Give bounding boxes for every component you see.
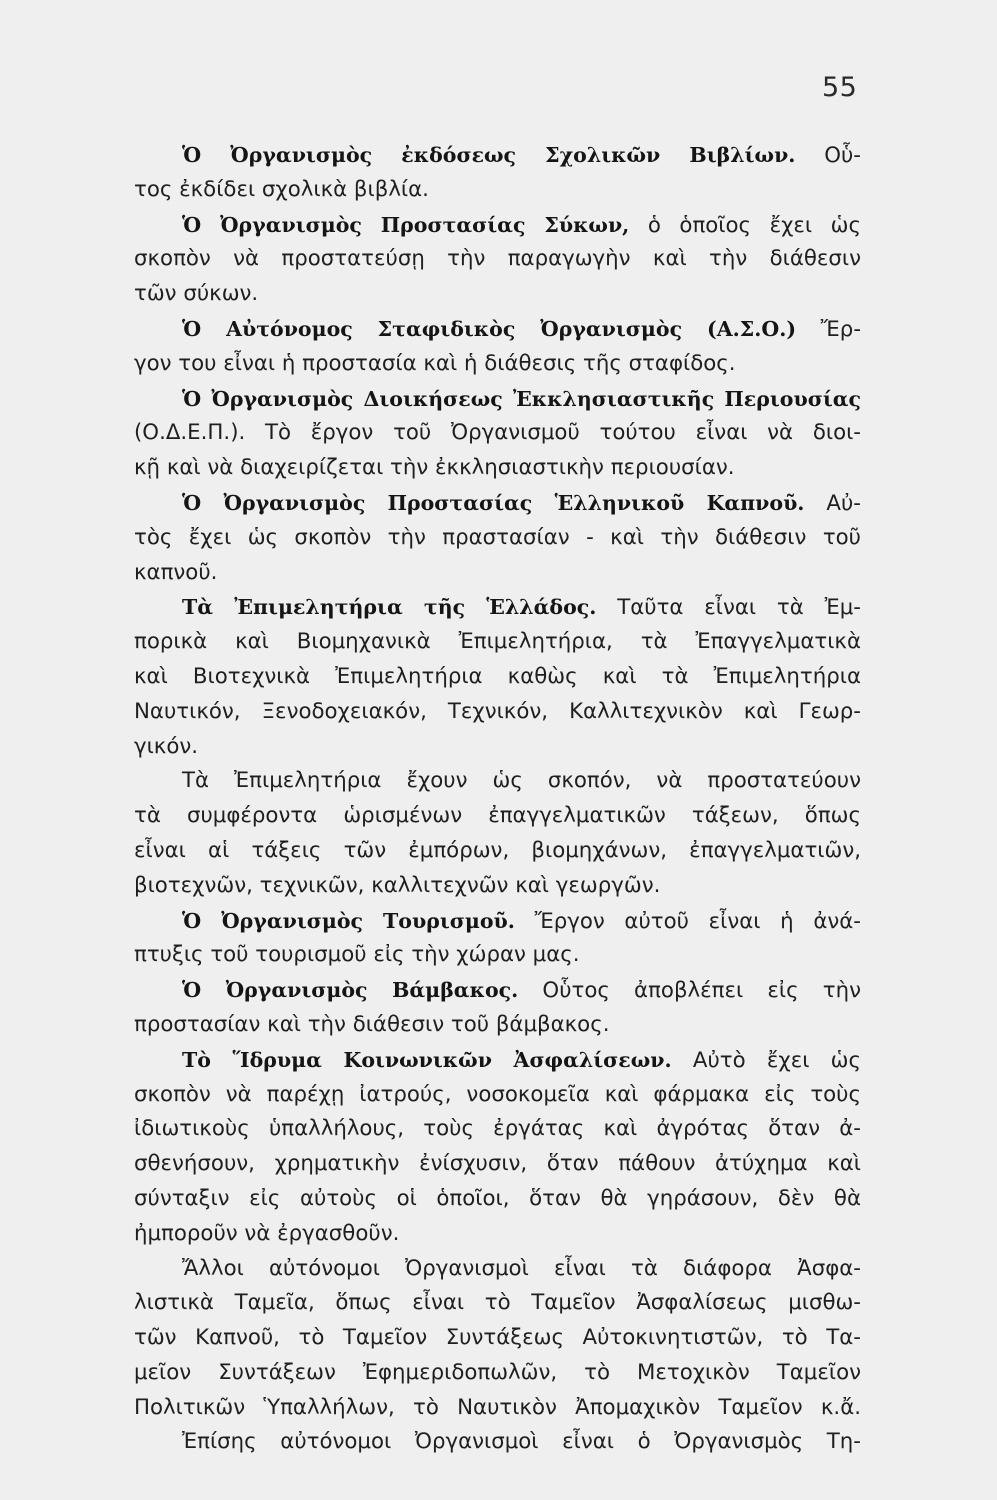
- section-heading: Ὁ Ὀργανισμὸς ἐκδόσεως Σχολικῶν Βιβλίων.: [182, 143, 796, 167]
- text-line: [134, 1286, 861, 1321]
- text-line: [134, 1008, 861, 1043]
- line-text: πορικὰ καὶ Βιομηχανικὰ Ἐπιμελητήρια, τὰ Ἐπαγγελματικὰ: [134, 629, 861, 655]
- line-text: σκοπὸν νὰ προστατεύσῃ τὴν παραγωγὴν καὶ τὴν διάθεσιν: [134, 246, 861, 272]
- text-line: [134, 277, 861, 312]
- page-number: 55: [822, 72, 858, 103]
- section-heading: Τὰ Ἐπιμελητήρια τῆς Ἑλλάδος.: [182, 595, 597, 620]
- text-line: [134, 451, 861, 486]
- text-line: [134, 556, 861, 591]
- text-line: [134, 695, 861, 730]
- text-line: [134, 416, 861, 451]
- text-line: [134, 1252, 861, 1287]
- line-text: Αὐτὸ ἔχει ὡς: [671, 1047, 861, 1073]
- text-line: [134, 173, 861, 208]
- line-text: ὁ ὁποῖος ἔχει ὡς: [629, 212, 861, 238]
- line-text: εἶναι αἱ τάξεις τῶν ἐμπόρων, βιομηχάνων, ἐπαγγελματιῶν,: [134, 837, 861, 863]
- text-line: [134, 938, 861, 973]
- line-text: ἠμποροῦν νὰ ἐργασθοῦν.: [134, 1220, 400, 1246]
- line-text: σθενήσουν, χρηματικὴν ἐνίσχυσιν, ὅταν πάθουν ἀτύχημα καὶ: [134, 1151, 861, 1177]
- text-line: [134, 1182, 861, 1217]
- line-text: λιστικὰ Ταμεῖα, ὅπως εἶναι τὸ Ταμεῖον Ἀσφαλίσεως μισθω-: [134, 1290, 861, 1316]
- section-heading: Ὁ Ὀργανισμὸς Προστασίας Ἑλληνικοῦ Καπνοῦ.: [182, 490, 805, 515]
- line-text: Πολιτικῶν Ὑπαλλήλων, τὸ Ναυτικὸν Ἀπομαχικὸν Ταμεῖον κ.ἄ.: [134, 1394, 861, 1420]
- line-text: Οὗτος ἀποβλέπει εἰς τὴν: [518, 978, 861, 1004]
- section-heading: Ὁ Ὀργανισμὸς Προστασίας Σύκων,: [182, 212, 630, 237]
- text-line: [134, 138, 861, 173]
- section-heading: Ὁ Ὀργανισμὸς Διοικήσεως Ἐκκλησιαστικῆς Περιουσίας: [182, 386, 861, 411]
- text-line: [134, 730, 861, 765]
- text-line: [134, 1078, 861, 1113]
- text-line: [134, 625, 861, 660]
- text-line: [134, 312, 861, 347]
- line-text: μεῖον Συντάξεων Ἐφημεριδοπωλῶν, τὸ Μετοχικὸν Ταμεῖον: [134, 1359, 861, 1385]
- body-text: [134, 138, 861, 1460]
- line-text: τὰ συμφέροντα ὡρισμένων ἐπαγγελματικῶν τάξεων, ὅπως: [134, 803, 861, 829]
- line-text: καὶ Βιοτεχνικὰ Ἐπιμελητήρια καθὼς καὶ τὰ Ἐπιμελητήρια: [134, 663, 861, 689]
- section-heading: Τὸ Ἵδρυμα Κοινωνικῶν Ἀσφαλίσεων.: [182, 1047, 672, 1072]
- line-text: γον του εἶναι ἡ προστασία καὶ ἡ διάθεσις τῆς σταφίδος.: [134, 350, 736, 376]
- line-text: Οὗ-: [795, 143, 861, 168]
- line-text: Ναυτικόν, Ξενοδοχειακόν, Τεχνικόν, Καλλιτεχνικὸν καὶ Γεωρ-: [134, 698, 861, 724]
- text-line: [134, 869, 861, 904]
- line-text: καπνοῦ.: [134, 559, 218, 585]
- text-line: [134, 1043, 861, 1078]
- text-line: [134, 660, 861, 695]
- line-text: τὸς ἔχει ὡς σκοπὸν τὴν πραστασίαν - καὶ τὴν διάθεσιν τοῦ: [134, 524, 861, 550]
- line-text: τος ἐκδίδει σχολικὰ βιβλία.: [134, 176, 429, 202]
- line-text: ἰδιωτικοὺς ὑπαλλήλους, τοὺς ἐργάτας καὶ ἀγρότας ὅταν ἀ-: [134, 1116, 861, 1142]
- text-line: [134, 1356, 861, 1391]
- text-line: [134, 1425, 861, 1460]
- section-heading: Ὁ Ὀργανισμὸς Τουρισμοῦ.: [182, 908, 515, 933]
- text-line: [134, 834, 861, 869]
- line-text: βιοτεχνῶν, τεχνικῶν, καλλιτεχνῶν καὶ γεωργῶν.: [134, 872, 661, 898]
- section-heading: Ὁ Αὐτόνομος Σταφιδικὸς Ὀργανισμὸς (Α.Σ.Ο.): [182, 316, 797, 341]
- line-text: Ἔργον αὐτοῦ εἶναι ἡ ἀνά-: [514, 908, 861, 934]
- text-line: [134, 764, 861, 799]
- text-line: [134, 904, 861, 939]
- line-text: κῇ καὶ νὰ διαχειρίζεται τὴν ἐκκλησιαστικὴν περιουσίαν.: [134, 455, 735, 481]
- section-heading: Ὁ Ὀργανισμὸς Βάμβακος.: [182, 978, 519, 1003]
- text-line: [134, 521, 861, 556]
- text-line: [134, 1217, 861, 1252]
- line-text: τῶν Καπνοῦ, τὸ Ταμεῖον Συντάξεως Αὐτοκινητιστῶν, τὸ Τα-: [134, 1325, 861, 1351]
- line-text: προστασίαν καὶ τὴν διάθεσιν τοῦ βάμβακος.: [134, 1011, 610, 1037]
- line-text: γικόν.: [134, 733, 199, 759]
- text-line: [134, 347, 861, 382]
- text-line: [134, 1321, 861, 1356]
- text-line: [134, 242, 861, 277]
- text-line: [134, 208, 861, 243]
- text-line: [134, 973, 861, 1008]
- text-line: [134, 486, 861, 521]
- text-line: [134, 1391, 861, 1426]
- text-line: [134, 1112, 861, 1147]
- line-text: (Ο.Δ.Ε.Π.). Τὸ ἔργον τοῦ Ὀργανισμοῦ τούτου εἶναι νὰ διοι-: [134, 420, 861, 446]
- line-text: πτυξις τοῦ τουρισμοῦ εἰς τὴν χώραν μας.: [134, 942, 580, 968]
- text-line: [134, 590, 861, 625]
- line-text: σύνταξιν εἰς αὐτοὺς οἱ ὁποῖοι, ὅταν θὰ γηράσουν, δὲν θὰ: [134, 1185, 861, 1211]
- line-text: τῶν σύκων.: [134, 281, 259, 307]
- line-text: σκοπὸν νὰ παρέχῃ ἰατρούς, νοσοκομεῖα καὶ φάρμακα εἰς τοὺς: [134, 1081, 861, 1107]
- line-text: Αὐ-: [804, 490, 861, 516]
- line-text: Ἔρ-: [796, 316, 861, 342]
- line-text: Τὰ Ἐπιμελητήρια ἔχουν ὡς σκοπόν, νὰ προστατεύουν: [182, 768, 861, 794]
- line-text: Ταῦτα εἶναι τὰ Ἐμ-: [596, 595, 861, 621]
- line-text: Ἐπίσης αὐτόνομοι Ὀργανισμοὶ εἶναι ὁ Ὀργανισμὸς Τη-: [182, 1429, 861, 1455]
- text-line: [134, 799, 861, 834]
- text-line: [134, 382, 861, 417]
- line-text: Ἄλλοι αὐτόνομοι Ὀργανισμοὶ εἶναι τὰ διάφορα Ἀσφα-: [182, 1255, 861, 1281]
- text-line: [134, 1147, 861, 1182]
